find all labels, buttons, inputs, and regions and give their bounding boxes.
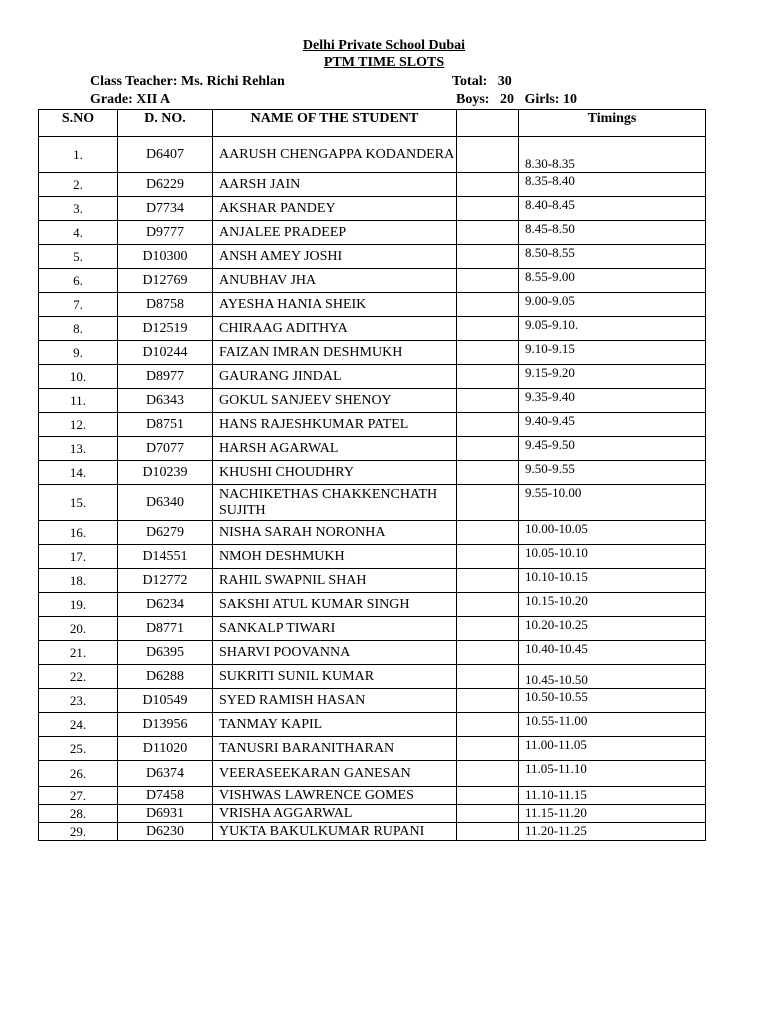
table-row xyxy=(39,437,706,461)
row-dno: D6234 xyxy=(118,593,213,617)
row-dno: D10244 xyxy=(118,341,213,365)
table-row xyxy=(39,787,706,805)
row-name: GAURANG JINDAL xyxy=(213,365,457,389)
table-row xyxy=(39,221,706,245)
table-row xyxy=(39,317,706,341)
row-dno: D8758 xyxy=(118,293,213,317)
row-blank xyxy=(457,617,519,641)
row-blank xyxy=(457,787,519,805)
row-name: NACHIKETHAS CHAKKENCHATH SUJITH xyxy=(213,485,457,521)
table-row xyxy=(39,245,706,269)
table-row xyxy=(39,341,706,365)
table-row xyxy=(39,137,706,173)
row-sno: 4. xyxy=(39,221,118,245)
row-blank xyxy=(457,665,519,689)
row-blank xyxy=(457,245,519,269)
row-blank xyxy=(457,137,519,173)
row-blank xyxy=(457,545,519,569)
row-blank xyxy=(457,461,519,485)
row-sno: 23. xyxy=(39,689,118,713)
col-timings: Timings xyxy=(519,110,706,137)
row-name: SANKALP TIWARI xyxy=(213,617,457,641)
row-blank xyxy=(457,437,519,461)
row-name: VRISHA AGGARWAL xyxy=(213,805,457,823)
row-blank xyxy=(457,293,519,317)
row-sno: 17. xyxy=(39,545,118,569)
boys-girls-count: Boys: 20 Girls: 10 xyxy=(456,92,577,107)
table-row xyxy=(39,545,706,569)
row-time: 9.15-9.20 xyxy=(519,365,706,389)
row-blank xyxy=(457,713,519,737)
total-count: Total: 30 xyxy=(452,74,512,89)
row-time: 10.10-10.15 xyxy=(519,569,706,593)
row-sno: 21. xyxy=(39,641,118,665)
row-name: CHIRAAG ADITHYA xyxy=(213,317,457,341)
row-dno: D6229 xyxy=(118,173,213,197)
row-name: ANUBHAV JHA xyxy=(213,269,457,293)
row-blank xyxy=(457,197,519,221)
row-blank xyxy=(457,413,519,437)
row-blank xyxy=(457,593,519,617)
grade: Grade: XII A xyxy=(90,92,171,107)
row-sno: 7. xyxy=(39,293,118,317)
row-name: ANSH AMEY JOSHI xyxy=(213,245,457,269)
row-time: 11.10-11.15 xyxy=(519,787,706,805)
row-name: RAHIL SWAPNIL SHAH xyxy=(213,569,457,593)
row-name: VEERASEEKARAN GANESAN xyxy=(213,761,457,787)
table-body xyxy=(39,137,706,841)
row-time: 11.05-11.10 xyxy=(519,761,706,787)
row-time: 9.55-10.00 xyxy=(519,485,706,521)
row-sno: 28. xyxy=(39,805,118,823)
row-dno: D8751 xyxy=(118,413,213,437)
row-dno: D7077 xyxy=(118,437,213,461)
row-blank xyxy=(457,805,519,823)
ptm-table xyxy=(38,109,706,841)
row-sno: 10. xyxy=(39,365,118,389)
table-row xyxy=(39,461,706,485)
row-blank xyxy=(457,389,519,413)
col-sno: S.NO xyxy=(39,110,118,137)
row-dno: D6279 xyxy=(118,521,213,545)
row-sno: 22. xyxy=(39,665,118,689)
row-sno: 5. xyxy=(39,245,118,269)
row-time: 10.40-10.45 xyxy=(519,641,706,665)
table-row xyxy=(39,269,706,293)
row-blank xyxy=(457,761,519,787)
col-name: NAME OF THE STUDENT xyxy=(213,110,457,137)
table-row xyxy=(39,665,706,689)
table-row xyxy=(39,761,706,787)
row-dno: D6230 xyxy=(118,823,213,841)
table-row xyxy=(39,823,706,841)
row-sno: 9. xyxy=(39,341,118,365)
row-blank xyxy=(457,641,519,665)
row-time: 8.35-8.40 xyxy=(519,173,706,197)
row-name: YUKTA BAKULKUMAR RUPANI xyxy=(213,823,457,841)
table-row xyxy=(39,485,706,521)
col-blank xyxy=(457,110,519,137)
row-time: 8.40-8.45 xyxy=(519,197,706,221)
row-dno: D8977 xyxy=(118,365,213,389)
row-sno: 19. xyxy=(39,593,118,617)
row-dno: D10300 xyxy=(118,245,213,269)
row-blank xyxy=(457,823,519,841)
row-sno: 29. xyxy=(39,823,118,841)
row-time: 10.15-10.20 xyxy=(519,593,706,617)
row-sno: 16. xyxy=(39,521,118,545)
row-name: SUKRITI SUNIL KUMAR xyxy=(213,665,457,689)
row-sno: 6. xyxy=(39,269,118,293)
row-dno: D7458 xyxy=(118,787,213,805)
table-row xyxy=(39,173,706,197)
row-dno: D9777 xyxy=(118,221,213,245)
row-name: AARSH JAIN xyxy=(213,173,457,197)
row-blank xyxy=(457,221,519,245)
row-name: AYESHA HANIA SHEIK xyxy=(213,293,457,317)
row-sno: 1. xyxy=(39,137,118,173)
row-time: 9.35-9.40 xyxy=(519,389,706,413)
row-dno: D12769 xyxy=(118,269,213,293)
row-sno: 27. xyxy=(39,787,118,805)
row-blank xyxy=(457,521,519,545)
row-dno: D6340 xyxy=(118,485,213,521)
row-blank xyxy=(457,737,519,761)
row-name: AARUSH CHENGAPPA KODANDERA xyxy=(213,137,457,173)
table-row xyxy=(39,713,706,737)
table-row xyxy=(39,389,706,413)
row-time: 10.55-11.00 xyxy=(519,713,706,737)
row-time: 8.45-8.50 xyxy=(519,221,706,245)
row-sno: 11. xyxy=(39,389,118,413)
row-sno: 25. xyxy=(39,737,118,761)
row-dno: D11020 xyxy=(118,737,213,761)
row-dno: D10549 xyxy=(118,689,213,713)
class-teacher: Class Teacher: Ms. Richi Rehlan xyxy=(90,74,285,89)
row-name: HARSH AGARWAL xyxy=(213,437,457,461)
row-name: GOKUL SANJEEV SHENOY xyxy=(213,389,457,413)
row-name: NMOH DESHMUKH xyxy=(213,545,457,569)
table-row xyxy=(39,593,706,617)
table-row xyxy=(39,617,706,641)
row-time: 9.00-9.05 xyxy=(519,293,706,317)
table-row xyxy=(39,521,706,545)
row-name: TANUSRI BARANITHARAN xyxy=(213,737,457,761)
table-row xyxy=(39,569,706,593)
table-row xyxy=(39,805,706,823)
row-sno: 15. xyxy=(39,485,118,521)
row-time: 9.45-9.50 xyxy=(519,437,706,461)
row-time: 9.50-9.55 xyxy=(519,461,706,485)
row-time: 10.45-10.50 xyxy=(519,665,706,689)
row-dno: D12519 xyxy=(118,317,213,341)
row-dno: D12772 xyxy=(118,569,213,593)
row-sno: 24. xyxy=(39,713,118,737)
row-blank xyxy=(457,173,519,197)
row-name: VISHWAS LAWRENCE GOMES xyxy=(213,787,457,805)
table-row xyxy=(39,197,706,221)
row-sno: 18. xyxy=(39,569,118,593)
table-row xyxy=(39,413,706,437)
row-dno: D14551 xyxy=(118,545,213,569)
table-row xyxy=(39,689,706,713)
row-time: 8.30-8.35 xyxy=(519,137,706,173)
row-time: 9.40-9.45 xyxy=(519,413,706,437)
page-title: PTM TIME SLOTS xyxy=(323,55,445,70)
row-blank xyxy=(457,485,519,521)
row-dno: D6288 xyxy=(118,665,213,689)
table-row xyxy=(39,737,706,761)
row-name: ANJALEE PRADEEP xyxy=(213,221,457,245)
row-blank xyxy=(457,269,519,293)
row-time: 11.20-11.25 xyxy=(519,823,706,841)
row-sno: 26. xyxy=(39,761,118,787)
row-blank xyxy=(457,569,519,593)
row-dno: D6407 xyxy=(118,137,213,173)
row-dno: D8771 xyxy=(118,617,213,641)
row-time: 11.00-11.05 xyxy=(519,737,706,761)
school-name: Delhi Private School Dubai xyxy=(302,38,466,53)
row-blank xyxy=(457,689,519,713)
row-blank xyxy=(457,341,519,365)
row-dno: D6343 xyxy=(118,389,213,413)
table-row xyxy=(39,293,706,317)
row-name: NISHA SARAH NORONHA xyxy=(213,521,457,545)
row-time: 10.00-10.05 xyxy=(519,521,706,545)
row-name: KHUSHI CHOUDHRY xyxy=(213,461,457,485)
row-sno: 3. xyxy=(39,197,118,221)
row-sno: 8. xyxy=(39,317,118,341)
row-sno: 13. xyxy=(39,437,118,461)
row-dno: D6931 xyxy=(118,805,213,823)
row-time: 9.10-9.15 xyxy=(519,341,706,365)
table-row xyxy=(39,641,706,665)
col-dno: D. NO. xyxy=(118,110,213,137)
row-time: 11.15-11.20 xyxy=(519,805,706,823)
row-blank xyxy=(457,317,519,341)
row-time: 10.50-10.55 xyxy=(519,689,706,713)
row-time: 9.05-9.10. xyxy=(519,317,706,341)
row-dno: D6395 xyxy=(118,641,213,665)
row-sno: 14. xyxy=(39,461,118,485)
row-name: SYED RAMISH HASAN xyxy=(213,689,457,713)
row-dno: D6374 xyxy=(118,761,213,787)
row-time: 8.50-8.55 xyxy=(519,245,706,269)
row-time: 10.20-10.25 xyxy=(519,617,706,641)
row-name: FAIZAN IMRAN DESHMUKH xyxy=(213,341,457,365)
table-row xyxy=(39,365,706,389)
row-dno: D7734 xyxy=(118,197,213,221)
row-dno: D13956 xyxy=(118,713,213,737)
row-blank xyxy=(457,365,519,389)
row-dno: D10239 xyxy=(118,461,213,485)
row-sno: 20. xyxy=(39,617,118,641)
row-name: AKSHAR PANDEY xyxy=(213,197,457,221)
row-sno: 2. xyxy=(39,173,118,197)
row-time: 8.55-9.00 xyxy=(519,269,706,293)
row-name: SHARVI POOVANNA xyxy=(213,641,457,665)
row-name: TANMAY KAPIL xyxy=(213,713,457,737)
table-header-row xyxy=(39,110,706,137)
row-name: SAKSHI ATUL KUMAR SINGH xyxy=(213,593,457,617)
row-sno: 12. xyxy=(39,413,118,437)
row-time: 10.05-10.10 xyxy=(519,545,706,569)
row-name: HANS RAJESHKUMAR PATEL xyxy=(213,413,457,437)
